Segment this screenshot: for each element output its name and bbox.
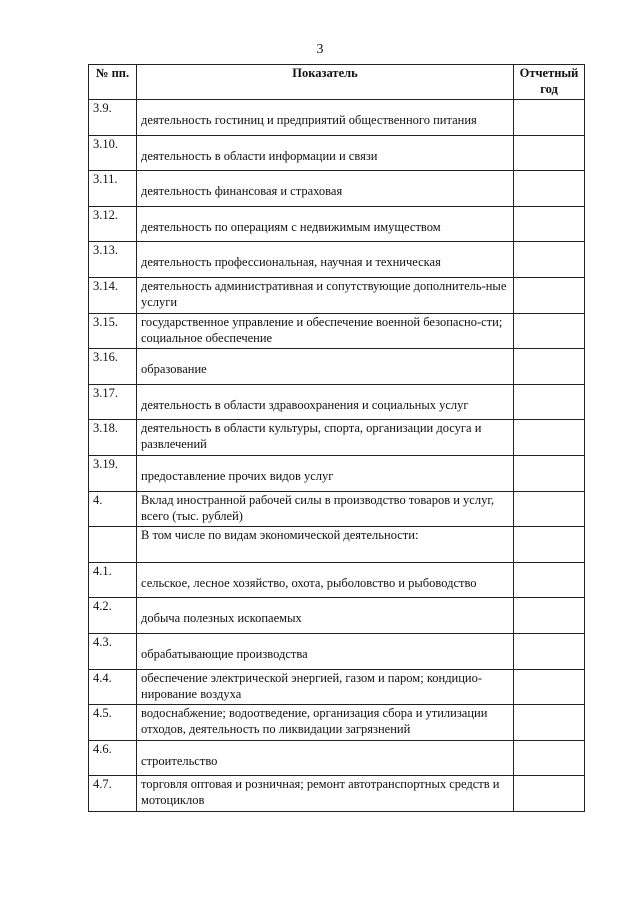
row-reporting-year-value — [514, 100, 585, 136]
row-reporting-year-value — [514, 740, 585, 776]
row-indicator: деятельность гостиниц и предприятий общественного питания — [137, 100, 514, 136]
row-indicator: обеспечение электрической энергией, газом и паром; кондицио-нирование воздуха — [137, 669, 514, 705]
header-reporting-year-line2: год — [540, 82, 558, 96]
row-reporting-year-value — [514, 349, 585, 385]
row-reporting-year-value — [514, 206, 585, 242]
row-number: 3.15. — [89, 313, 137, 349]
row-reporting-year-value — [514, 277, 585, 313]
row-number: 3.17. — [89, 384, 137, 420]
row-indicator: водоснабжение; водоотведение, организация сбора и утилизации отходов, деятельность по ликвидации загрязнений — [137, 705, 514, 741]
row-reporting-year-value — [514, 527, 585, 563]
row-reporting-year-value — [514, 669, 585, 705]
indicators-table — [88, 64, 585, 812]
table-row — [89, 776, 585, 812]
row-reporting-year-value — [514, 242, 585, 278]
table-row — [89, 277, 585, 313]
table-row — [89, 562, 585, 598]
table-header-row — [89, 65, 585, 100]
row-indicator: В том числе по видам экономической деятельности: — [137, 527, 514, 563]
row-indicator: строительство — [137, 740, 514, 776]
row-indicator: деятельность в области информации и связи — [137, 135, 514, 171]
table-row — [89, 313, 585, 349]
table-row — [89, 135, 585, 171]
row-reporting-year-value — [514, 420, 585, 456]
row-reporting-year-value — [514, 562, 585, 598]
row-number: 4.5. — [89, 705, 137, 741]
row-number: 3.14. — [89, 277, 137, 313]
row-number: 3.10. — [89, 135, 137, 171]
table-row — [89, 242, 585, 278]
row-reporting-year-value — [514, 384, 585, 420]
row-number: 3.18. — [89, 420, 137, 456]
table-row — [89, 349, 585, 385]
page-number: 3 — [316, 42, 324, 57]
table-row — [89, 669, 585, 705]
table-row — [89, 598, 585, 634]
table-row — [89, 491, 585, 527]
table-row — [89, 527, 585, 563]
row-indicator: деятельность в области культуры, спорта, организации досуга и развлечений — [137, 420, 514, 456]
row-indicator: деятельность профессиональная, научная и техническая — [137, 242, 514, 278]
row-reporting-year-value — [514, 705, 585, 741]
table-row — [89, 206, 585, 242]
table-row — [89, 705, 585, 741]
row-reporting-year-value — [514, 171, 585, 207]
row-indicator: деятельность административная и сопутствующие дополнитель-ные услуги — [137, 277, 514, 313]
header-indicator: Показатель — [137, 65, 514, 100]
header-reporting-year — [514, 65, 585, 100]
row-reporting-year-value — [514, 776, 585, 812]
table-row — [89, 171, 585, 207]
table-row — [89, 420, 585, 456]
row-number: 3.11. — [89, 171, 137, 207]
row-indicator: добыча полезных ископаемых — [137, 598, 514, 634]
header-reporting-year-line1: Отчетный — [519, 66, 579, 80]
row-number: 4.4. — [89, 669, 137, 705]
row-number: 3.9. — [89, 100, 137, 136]
row-indicator: торговля оптовая и розничная; ремонт автотранспортных средств и мотоциклов — [137, 776, 514, 812]
row-number: 4.3. — [89, 633, 137, 669]
row-reporting-year-value — [514, 135, 585, 171]
header-number: № пп. — [89, 65, 137, 100]
row-reporting-year-value — [514, 633, 585, 669]
row-indicator: деятельность в области здравоохранения и социальных услуг — [137, 384, 514, 420]
row-number: 4.7. — [89, 776, 137, 812]
row-indicator: Вклад иностранной рабочей силы в производство товаров и услуг, всего (тыс. рублей) — [137, 491, 514, 527]
row-indicator: образование — [137, 349, 514, 385]
row-reporting-year-value — [514, 598, 585, 634]
row-indicator: обрабатывающие производства — [137, 633, 514, 669]
row-number: 4.1. — [89, 562, 137, 598]
row-number: 4.6. — [89, 740, 137, 776]
row-number: 3.13. — [89, 242, 137, 278]
row-number: 4.2. — [89, 598, 137, 634]
table-row — [89, 100, 585, 136]
row-number: 4. — [89, 491, 137, 527]
row-reporting-year-value — [514, 491, 585, 527]
row-indicator: государственное управление и обеспечение военной безопасно-сти; социальное обеспечение — [137, 313, 514, 349]
row-number: 3.19. — [89, 455, 137, 491]
row-indicator: деятельность финансовая и страховая — [137, 171, 514, 207]
row-indicator: сельское, лесное хозяйство, охота, рыболовство и рыбоводство — [137, 562, 514, 598]
row-number — [89, 527, 137, 563]
row-indicator: деятельность по операциям с недвижимым имуществом — [137, 206, 514, 242]
table-row — [89, 633, 585, 669]
row-number: 3.12. — [89, 206, 137, 242]
row-reporting-year-value — [514, 455, 585, 491]
row-reporting-year-value — [514, 313, 585, 349]
table-row — [89, 455, 585, 491]
table-row — [89, 740, 585, 776]
table-row — [89, 384, 585, 420]
row-number: 3.16. — [89, 349, 137, 385]
row-indicator: предоставление прочих видов услуг — [137, 455, 514, 491]
